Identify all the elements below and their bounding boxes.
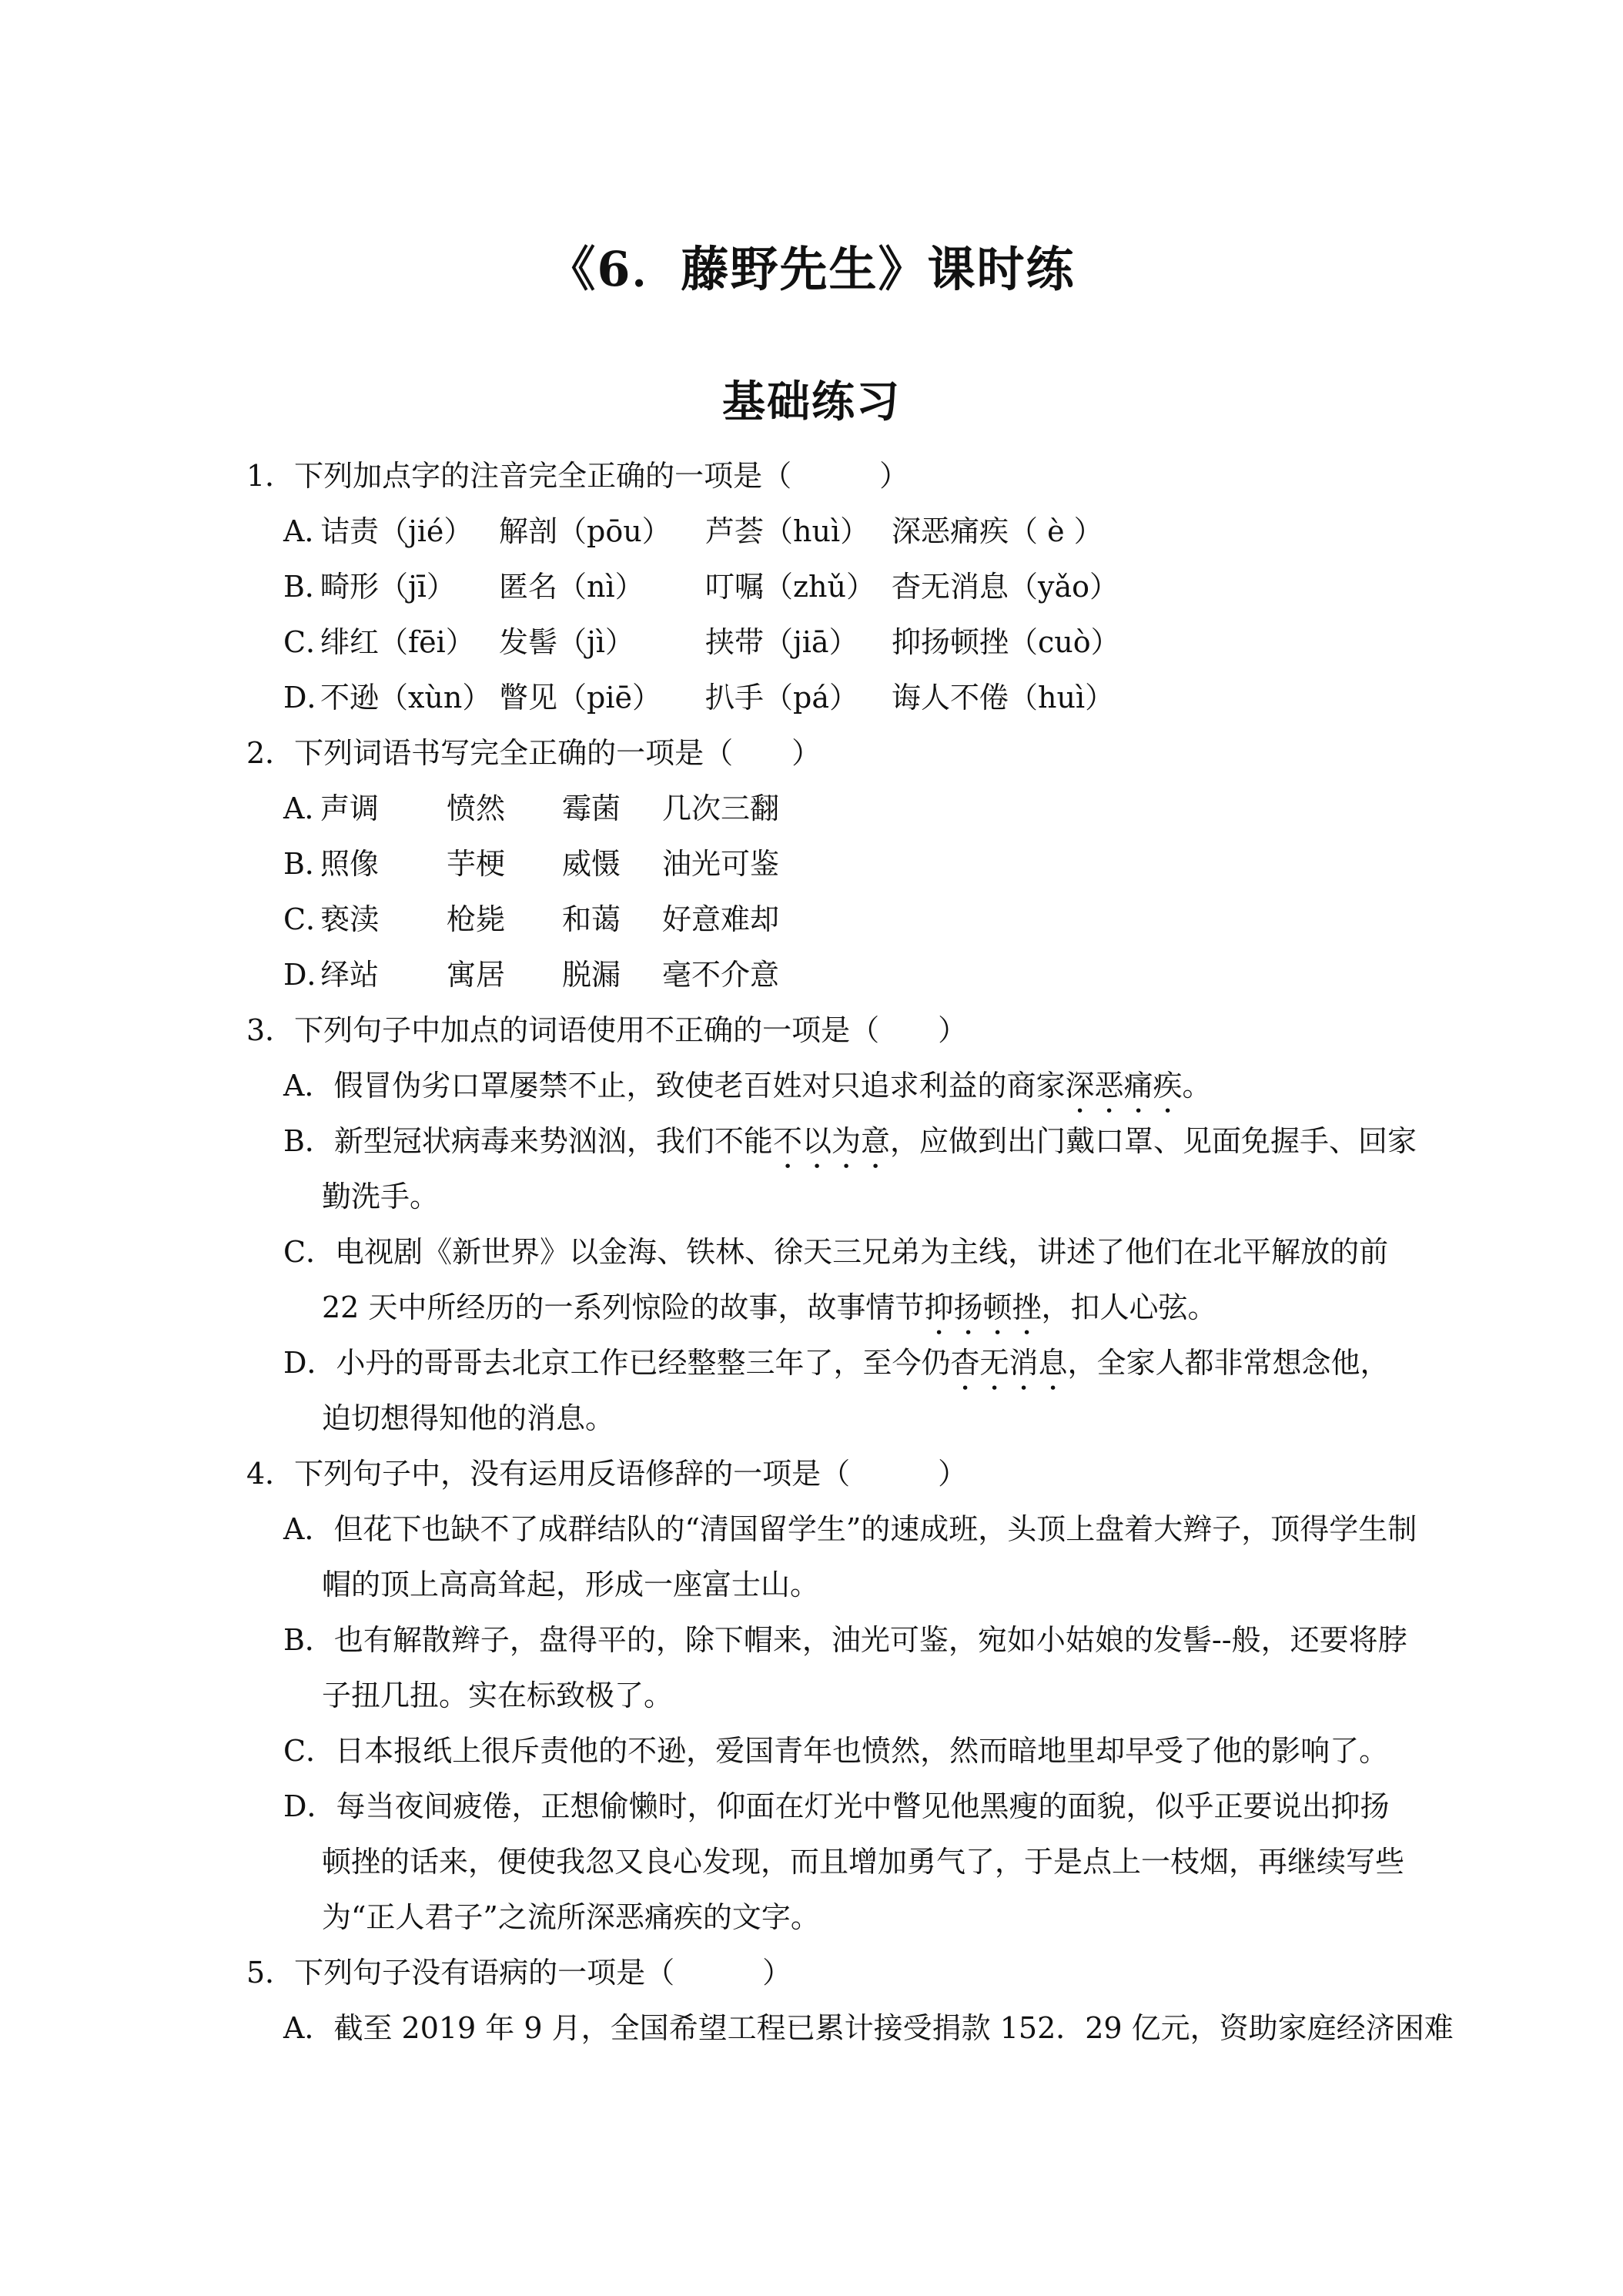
question-5-stem: 5．下列句子没有语病的一项是（ ） bbox=[246, 1956, 792, 1990]
q4-option-a: A．但花下也缺不了成群结队的“清国留学生”的速成班，头顶上盘着大辫子，顶得学生制 bbox=[283, 1512, 1417, 1546]
q3-option-d-cont: 迫切想得知他的消息。 bbox=[322, 1401, 615, 1435]
dotted-word: 深恶痛疾 bbox=[1065, 1069, 1183, 1103]
dotted-word: 不以为意 bbox=[772, 1124, 890, 1158]
q1-option-a: A． 诘责（jié） 解剖（pōu） 芦荟（huì） 深恶痛疾（ è ） bbox=[283, 514, 1103, 548]
q1-option-c: C． 绯红（fēi） 发髻（jì） 挟带（jiā） 抑扬顿挫（cuò） bbox=[283, 625, 1120, 659]
q4-option-c: C．日本报纸上很斥责他的不逊，爱国青年也愤然，然而暗地里却早受了他的影响了。 bbox=[283, 1734, 1389, 1768]
page-title: 《6．藤野先生》课时练 bbox=[547, 241, 1076, 297]
question-4-stem: 4．下列句子中，没有运用反语修辞的一项是（ ） bbox=[246, 1457, 968, 1491]
question-2-stem: 2．下列词语书写完全正确的一项是（ ） bbox=[246, 736, 822, 770]
q4-option-d: D．每当夜间疲倦，正想偷懒时，仰面在灯光中瞥见他黑瘦的面貌，似乎正要说出抑扬 bbox=[283, 1789, 1390, 1823]
q4-option-b: B．也有解散辫子，盘得平的，除下帽来，油光可鉴，宛如小姑娘的发髻--般，还要将脖 bbox=[283, 1623, 1407, 1657]
q4-option-d-cont: 顿挫的话来，便使我忽又良心发现，而且增加勇气了，于是点上一枝烟，再继续写些 bbox=[322, 1845, 1405, 1879]
q2-option-d: D． 绎站 寓居 脱漏 毫不介意 bbox=[283, 958, 780, 992]
q5-option-a: A．截至 2019 年 9 月，全国希望工程已累计接受捐款 152．29 亿元，资助家庭经济困难 bbox=[283, 2011, 1454, 2045]
section-heading: 基础练习 bbox=[722, 377, 901, 427]
q3-option-c-cont: 22 天中所经历的一系列惊险的故事，故事情节抑扬顿挫，扣人心弦。 bbox=[322, 1290, 1217, 1324]
q3-option-a: A．假冒伪劣口罩屡禁不止，致使老百姓对只追求利益的商家深恶痛疾。 bbox=[283, 1069, 1212, 1103]
q2-option-b: B． 照像 芋梗 威慑 油光可鉴 bbox=[283, 847, 780, 881]
q2-option-c: C． 亵渎 枪毙 和蔼 好意难却 bbox=[283, 902, 780, 936]
dotted-word: 杳无消息 bbox=[950, 1346, 1068, 1380]
q4-option-b-cont: 子扭几扭。实在标致极了。 bbox=[322, 1678, 674, 1712]
q3-option-c: C．电视剧《新世界》以金海、铁林、徐天三兄弟为主线，讲述了他们在北平解放的前 bbox=[283, 1235, 1389, 1269]
q4-option-d-cont2: 为“正人君子”之流所深恶痛疾的文字。 bbox=[322, 1900, 820, 1934]
q3-option-b: B．新型冠状病毒来势汹汹，我们不能不以为意，应做到出门戴口罩、见面免握手、回家 bbox=[283, 1124, 1417, 1158]
q4-option-a-cont: 帽的顶上高高耸起，形成一座富士山。 bbox=[322, 1568, 820, 1602]
q1-option-d: D． 不逊（xùn） 瞥见（piē） 扒手（pá） 诲人不倦（huì） bbox=[283, 681, 1115, 715]
q2-option-a: A． 声调 愤然 霉菌 几次三翻 bbox=[283, 792, 780, 825]
q1-option-b: B． 畸形（jī） 匿名（nì） 叮嘱（zhǔ） 杳无消息（yǎo） bbox=[283, 570, 1119, 604]
question-3-stem: 3．下列句子中加点的词语使用不正确的一项是（ ） bbox=[246, 1013, 968, 1047]
question-1-stem: 1．下列加点字的注音完全正确的一项是（ ） bbox=[246, 459, 909, 493]
q3-option-b-cont: 勤洗手。 bbox=[322, 1180, 440, 1213]
q3-option-d: D．小丹的哥哥去北京工作已经整整三年了，至今仍杳无消息，全家人都非常想念他， bbox=[283, 1346, 1390, 1380]
dotted-word: 抑扬顿挫 bbox=[924, 1290, 1042, 1324]
